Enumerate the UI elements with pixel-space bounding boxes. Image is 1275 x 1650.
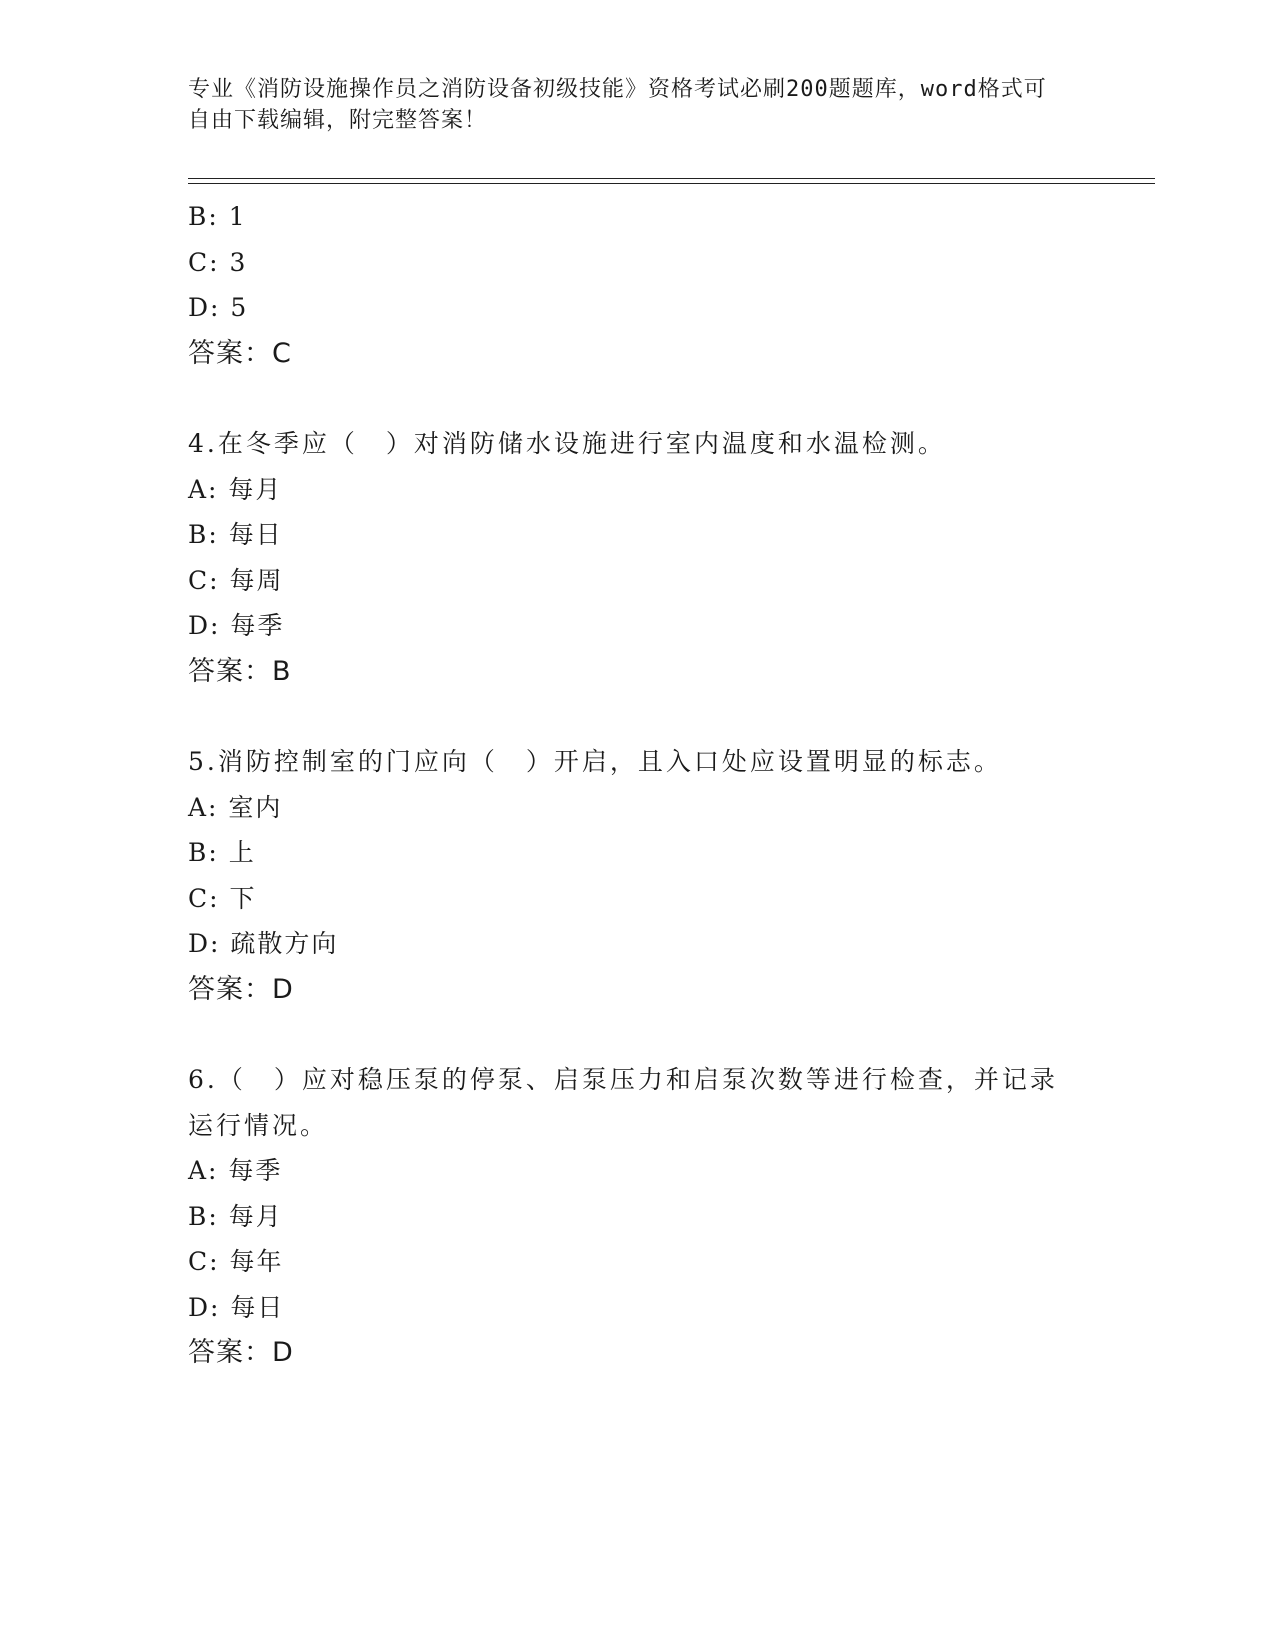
option-b: B: 上	[188, 838, 256, 867]
option-a: A: 每季	[188, 1156, 283, 1185]
option-c: C: 每年	[188, 1247, 284, 1276]
option-b: B: 1	[188, 202, 247, 231]
question-stem: 4.在冬季应（ ）对消防储水设施进行室内温度和水温检测。	[188, 429, 946, 458]
question-stem: 6.（ ）应对稳压泵的停泵、启泵压力和启泵次数等进行检查，并记录运行情况。	[188, 1065, 1058, 1140]
option-d: D: 每季	[188, 611, 285, 640]
spacer	[188, 694, 1068, 739]
option-d: D: 每日	[188, 1292, 285, 1322]
spacer	[188, 1012, 1068, 1057]
option-a: A: 每月	[188, 474, 283, 504]
document-header: 专业《消防设施操作员之消防设备初级技能》资格考试必刷200题题库，word格式可自由下载编辑，附完整答案！	[188, 77, 1047, 133]
question-5	[188, 739, 1068, 1012]
option-d: D: 5	[188, 293, 249, 322]
option-b: B: 每日	[188, 520, 283, 549]
question-stem: 5.消防控制室的门应向（ ）开启，且入口处应设置明显的标志。	[188, 747, 1002, 776]
question-list	[188, 194, 1068, 1376]
option-c: C: 每周	[188, 565, 284, 595]
answer-line: 答案：B	[188, 655, 292, 687]
question-4	[188, 421, 1068, 694]
answer-line: 答案：D	[188, 973, 294, 1005]
header-divider-bottom	[188, 183, 1155, 184]
answer-line: 答案：C	[188, 337, 292, 369]
header-divider-top	[188, 178, 1155, 179]
spacer	[188, 376, 1068, 421]
option-c: C: 3	[188, 247, 248, 277]
option-c: C: 下	[188, 883, 257, 913]
question-3-tail	[188, 194, 1068, 376]
question-6	[188, 1057, 1068, 1376]
option-d: D: 疏散方向	[188, 929, 339, 958]
answer-line: 答案：D	[188, 1337, 294, 1368]
option-b: B: 每月	[188, 1201, 283, 1231]
option-a: A: 室内	[188, 792, 283, 822]
